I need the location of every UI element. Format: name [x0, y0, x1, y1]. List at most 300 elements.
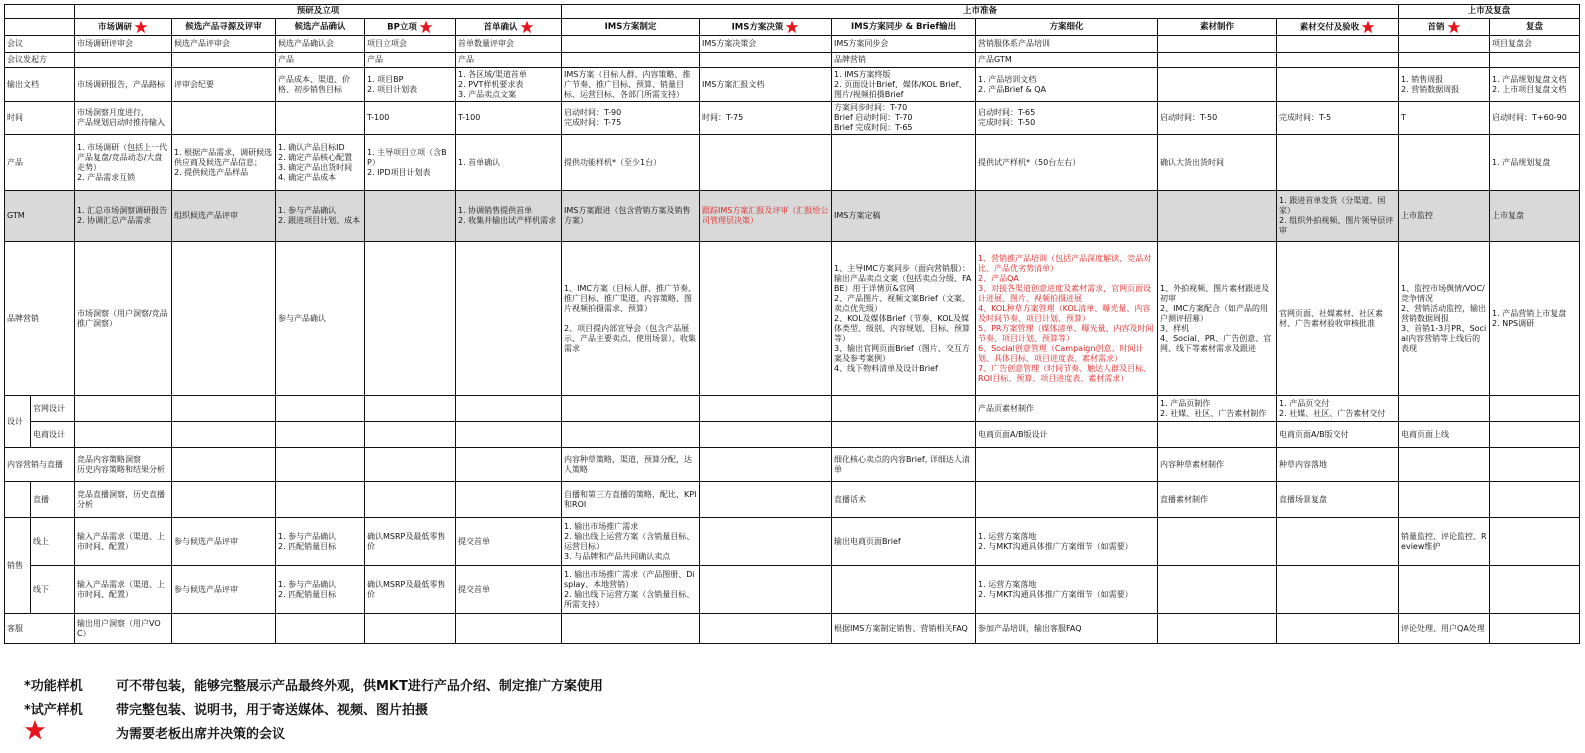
row-live: [5, 482, 1580, 518]
cell-text: 产品: [367, 55, 383, 64]
table-cell: [1399, 36, 1490, 53]
cell-text: 销量监控、评论监控、Review维护: [1401, 531, 1487, 551]
cell-text: 启动时间：T+60-90: [1492, 113, 1567, 122]
table-cell: [1399, 566, 1490, 614]
table-cell: [456, 396, 562, 422]
row-label: 会议发起方: [5, 53, 75, 68]
row-label: 官网设计: [31, 396, 75, 422]
table-cell: [562, 242, 700, 396]
table-cell: [1158, 396, 1277, 422]
table-cell: [562, 68, 700, 102]
cell-text: 电商页面A/B版交付: [1279, 429, 1349, 439]
table-cell: [1399, 448, 1490, 482]
table-cell: [365, 68, 456, 102]
cell-text: 1. 输出市场推广需求（产品图册、Display、本地营销） 2. 输出线下运营方案（含销量目标、所需支持）: [564, 569, 695, 609]
table-cell: [1399, 422, 1490, 448]
table-cell: [456, 614, 562, 644]
table-cell: [562, 448, 700, 482]
row-meeting: [5, 36, 1580, 53]
table-cell: [75, 191, 172, 242]
table-cell: [1490, 448, 1580, 482]
table-cell: [832, 68, 976, 102]
table-cell: [1277, 422, 1399, 448]
table-cell: [976, 102, 1158, 135]
cell-text: 1. 汇总市场洞察调研报告 2. 协调汇总产品需求: [77, 206, 168, 225]
table-cell: [172, 482, 276, 518]
table-cell: [700, 68, 832, 102]
blank-cell: [5, 482, 31, 518]
table-cell: [456, 242, 562, 396]
star-icon: [134, 20, 148, 34]
table-cell: [976, 36, 1158, 53]
table-cell: [276, 36, 365, 53]
stage-header: [1399, 19, 1490, 36]
table-cell: [365, 53, 456, 68]
cell-text: 1. 产品营销上市复盘 2. NPS调研: [1492, 308, 1567, 328]
stage-label: 素材交付及验收: [1299, 22, 1360, 33]
cell-text: 上市复盘: [1492, 211, 1525, 220]
cell-text: 1. 输出市场推广需求 2. 输出线上运营方案（含销量目标、运营目标） 3. 与品牌和产品共同确认卖点: [564, 521, 695, 561]
table-cell: [976, 53, 1158, 68]
cell-text: 参与产品确认: [278, 313, 326, 323]
table-cell: [562, 36, 700, 53]
stage-label: IMS方案制定: [604, 21, 657, 32]
table-cell: [75, 102, 172, 135]
star-icon: [1361, 20, 1375, 34]
table-cell: [562, 396, 700, 422]
cell-text: 组织候选产品评审: [174, 211, 238, 220]
table-cell: [1158, 448, 1277, 482]
cell-text: 细化核心卖点的内容Brief, 详细达人清单: [834, 454, 970, 474]
table-cell: [1490, 482, 1580, 518]
table-cell: [276, 422, 365, 448]
row-product: [5, 135, 1580, 191]
cell-text: 竞品内容策略洞察 历史内容策略和结果分析: [77, 454, 165, 474]
cell-text: 市场调研报告，产品路标: [77, 79, 165, 89]
cell-text: IMS方案汇报文档: [702, 79, 765, 89]
table-cell: [365, 191, 456, 242]
table-cell: [1490, 135, 1580, 191]
cell-text: 方案同步时间：T-70 Brief 启动时间：T-70 Brief 完成时间：T-65: [834, 103, 913, 132]
table-cell: [700, 482, 832, 518]
stage-header: [562, 19, 700, 36]
cell-text: 输出电商页面Brief: [834, 536, 901, 546]
table-cell: [276, 102, 365, 135]
cell-text: T-100: [458, 113, 481, 122]
table-cell: [832, 448, 976, 482]
cell-text: 1. 首单确认: [458, 157, 501, 167]
table-cell: [365, 448, 456, 482]
table-cell: [1490, 566, 1580, 614]
table-cell: [365, 518, 456, 566]
table-cell: [1158, 482, 1277, 518]
row-gtm: [5, 191, 1580, 242]
table-cell: [75, 396, 172, 422]
stage-label: IMS方案决策: [731, 22, 784, 33]
table-cell: [276, 242, 365, 396]
row-design-official: [5, 396, 1580, 422]
note-key: *功能样机: [24, 678, 83, 694]
cell-text: 评论处理、用户QA处理: [1401, 623, 1485, 633]
stage-label: 首单确认: [483, 22, 518, 33]
stage-header: [365, 19, 456, 36]
cell-text: 提交首单: [458, 536, 490, 546]
cell-text: 输出用户洞察（用户VOC）: [77, 618, 161, 638]
table-cell: [75, 518, 172, 566]
table-cell: [1490, 102, 1580, 135]
table-cell: [1158, 614, 1277, 644]
table-cell: [976, 448, 1158, 482]
cell-text: 候选产品评审会: [174, 39, 230, 48]
cell-text: 产品成本、渠道、价格、初步销售目标: [278, 74, 350, 94]
cell-text: 电商页面上线: [1401, 429, 1450, 439]
stage-header: [456, 19, 562, 36]
table-cell: [562, 102, 700, 135]
group-header: 上市准备: [562, 5, 1399, 19]
table-cell: [276, 191, 365, 242]
table-cell: [1490, 242, 1580, 396]
table-cell: [365, 566, 456, 614]
table-cell: [365, 102, 456, 135]
table-cell: [276, 482, 365, 518]
table-cell: [832, 53, 976, 68]
cell-text: IMS方案同步会: [834, 39, 889, 48]
note-trial-sample: [24, 696, 603, 720]
row-label: 会议: [5, 36, 75, 53]
cell-text: 确认大货出货时间: [1160, 157, 1225, 167]
table-cell: [562, 422, 700, 448]
star-icon: [419, 20, 433, 34]
table-cell: [456, 448, 562, 482]
cell-text: 启动时间：T-50: [1160, 113, 1218, 122]
cell-text: T-100: [367, 113, 390, 122]
cell-text: 1. 运营方案落地 2. 与MKT沟通具体推广方案细节（如需要）: [978, 531, 1133, 551]
row-content: [5, 448, 1580, 482]
footnotes: [24, 672, 603, 744]
table-cell: [456, 102, 562, 135]
table-cell: [1399, 518, 1490, 566]
cell-text: 产品: [278, 55, 294, 64]
star-icon: [520, 20, 534, 34]
note-text: 为需要老板出席并决策的会议: [116, 726, 286, 742]
cell-text: 参与候选产品评审: [174, 584, 238, 594]
cell-text: 根据IMS方案制定销售、营销相关FAQ: [834, 623, 968, 633]
cell-text: 品牌营销: [834, 55, 867, 64]
row-label: 时间: [5, 102, 75, 135]
cell-text: 1. 根据产品需求，调研候选供应商及候选产品信息； 2. 提供候选产品样品: [174, 147, 273, 177]
star-icon: [785, 20, 799, 34]
cell-text: 参加产品培训，输出客服FAQ: [978, 623, 1082, 633]
stage-header: [700, 19, 832, 36]
table-cell: [75, 135, 172, 191]
stage-label: 候选产品寻源及评审: [185, 21, 262, 32]
table-cell: [276, 68, 365, 102]
cell-text: 市场洞察月度进行， 产品规划启动时推待输入: [77, 108, 165, 127]
table-cell: [365, 242, 456, 396]
table-cell: [1399, 614, 1490, 644]
cell-text: 1. IMS方案终版 2. 页面设计Brief、媒体/KOL Brief、图片/视频拍摄Brief: [834, 69, 967, 99]
table-cell: [832, 135, 976, 191]
table-cell: [172, 135, 276, 191]
cell-text: 产品: [458, 55, 474, 64]
table-cell: [456, 191, 562, 242]
stage-label: 候选产品确认: [294, 21, 346, 32]
table-cell: [976, 68, 1158, 102]
table-cell: [456, 422, 562, 448]
row-time: [5, 102, 1580, 135]
cell-text: 1、主导IMC方案同步（面向营销服）：输出产品卖点文案（包括卖点分级、FABE）用于详情页&官网 2、产品图片、视频文案Brief（文案、卖点优先级） 2、KOL及媒体Brief（节奏、KOL及媒体类型、级别、内容规划、目标、预算等） 3、输出官网页面Brief（图片、交互方案及参考案例） 4、线下物料清单及设计Brief: [834, 263, 972, 373]
cell-text: 项目复盘会: [1492, 39, 1533, 48]
cell-text: 确认MSRP及最低零售价: [367, 579, 446, 599]
cell-text: 1. 运营方案落地 2. 与MKT沟通具体推广方案细节（如需要）: [978, 579, 1133, 599]
cell-text: 自播和第三方直播的策略，配比，KPI和ROI: [564, 489, 697, 509]
table-cell: [1399, 396, 1490, 422]
cell-text: 1. 销售周报 2. 营销数据周报: [1401, 74, 1460, 94]
row-label: 内容营销与直播: [5, 448, 75, 482]
cell-text: 1. 参与产品确认 2. 跟进项目计划、成本: [278, 206, 361, 225]
table-cell: [832, 482, 976, 518]
table-cell: [365, 36, 456, 53]
group-header: 预研及立项: [75, 5, 562, 19]
table-cell: [562, 191, 700, 242]
cell-text: 1. 产品页交付 2. 社媒、社区、广告素材交付: [1279, 398, 1386, 418]
cell-text: 内容种草策略，渠道，预算分配，达人策略: [564, 454, 693, 474]
cell-text: 市场调研评审会: [77, 39, 133, 48]
side-label-design: 设计: [5, 396, 31, 448]
table-cell: [976, 135, 1158, 191]
table-cell: [832, 614, 976, 644]
cell-text: 跟踪IMS方案汇报及评审（汇报给公司管理层决策）: [702, 206, 829, 225]
table-cell: [976, 396, 1158, 422]
table-cell: [172, 422, 276, 448]
cell-text: 首单数量评审会: [458, 39, 514, 48]
table-cell: [456, 135, 562, 191]
table-cell: [700, 614, 832, 644]
table-cell: [1277, 396, 1399, 422]
cell-text: 提交首单: [458, 584, 490, 594]
stage-header: [172, 19, 276, 36]
row-brand: [5, 242, 1580, 396]
cell-text: 1、营销推产品培训（包括产品深度解读、竞品对比、产品优劣势清单） 2、产品QA 3、对接各渠道创意进度及素材需求，官网页面设计进展、图片、视频拍摄进展 4、KOL种草方案管理（KOL清单、曝光量、内容及时间节奏、项目计划、预算） 5、PR方案管理（媒体清单、曝光量、内容及时间节奏、项目计划、预算等） 6、Social创意管理（Campaign创意、时间计划、具体目标、项目进度表、素材需求） 7、广告创意管理（时间节奏、触达人群及目标、ROI目标、预算、项目进度表、素材需求）: [978, 253, 1154, 383]
cell-text: 启动时间：T-65 完成时间：T-50: [978, 108, 1036, 127]
table-cell: [276, 53, 365, 68]
row-initiator: [5, 53, 1580, 68]
cell-text: 种草内容落地: [1279, 459, 1328, 469]
table-cell: [75, 448, 172, 482]
table-cell: [456, 482, 562, 518]
stage-label: BP立项: [387, 22, 417, 33]
row-offline: [5, 566, 1580, 614]
table-cell: [1490, 396, 1580, 422]
cell-text: 输入产品需求（渠道、上市时间、配置）: [77, 579, 165, 599]
table-cell: [172, 36, 276, 53]
table-cell: [365, 135, 456, 191]
table-cell: [172, 191, 276, 242]
stage-label: 方案细化: [1049, 21, 1084, 32]
star-icon: [1447, 20, 1461, 34]
table-cell: [1277, 36, 1399, 53]
table-cell: [1399, 53, 1490, 68]
cell-text: 1. 各区域/渠道首单 2. PVT样机要求表 3. 产品卖点文案: [458, 69, 527, 99]
table-cell: [976, 518, 1158, 566]
table-cell: [456, 518, 562, 566]
table-cell: [976, 242, 1158, 396]
table-cell: [976, 614, 1158, 644]
table-cell: [562, 518, 700, 566]
row-label: GTM: [5, 191, 75, 242]
table-cell: [172, 566, 276, 614]
table-cell: [1490, 191, 1580, 242]
table-cell: [1158, 422, 1277, 448]
cell-text: 候选产品确认会: [278, 39, 334, 48]
table-cell: [1277, 482, 1399, 518]
table-cell: [1490, 518, 1580, 566]
table-cell: [1158, 191, 1277, 242]
table-cell: [1490, 68, 1580, 102]
table-cell: [1158, 518, 1277, 566]
cell-text: 1. 主导项目立项（含BP） 2. IPD项目计划表: [367, 147, 447, 177]
stage-label: 首销: [1427, 22, 1445, 33]
table-cell: [700, 242, 832, 396]
table-cell: [1490, 36, 1580, 53]
process-table: [4, 4, 1580, 644]
table-cell: [1490, 422, 1580, 448]
table-cell: [172, 614, 276, 644]
cell-text: 营销服体系产品培训: [978, 39, 1051, 48]
cell-text: 启动时间：T-90 完成时间：T-75: [564, 108, 622, 127]
table-cell: [1158, 102, 1277, 135]
table-cell: [1399, 68, 1490, 102]
cell-text: 提供功能样机*（至少1台）: [564, 157, 662, 167]
table-cell: [456, 566, 562, 614]
note-key: *试产样机: [24, 702, 83, 718]
stage-header: [1158, 19, 1277, 36]
cell-text: 完成时间：T-5: [1279, 113, 1332, 122]
row-label: 直播: [31, 482, 75, 518]
cell-text: 确认MSRP及最低零售价: [367, 531, 446, 551]
table-cell: [1158, 68, 1277, 102]
table-cell: [365, 482, 456, 518]
table-cell: [1158, 53, 1277, 68]
table-cell: [1158, 135, 1277, 191]
row-label: 线下: [31, 566, 75, 614]
cell-text: 评审会纪要: [174, 79, 214, 89]
cell-text: 1. 协调销售提供首单 2. 收集并输出试产样机需求: [458, 206, 557, 225]
row-label: 输出文档: [5, 68, 75, 102]
table-cell: [172, 102, 276, 135]
table-cell: [75, 614, 172, 644]
table-cell: [832, 396, 976, 422]
table-cell: [1277, 191, 1399, 242]
cell-text: IMS方案（目标人群、内容策略、推广节奏、推广目标、预算、销量目标、运营目标、各部门所需支持）: [564, 69, 691, 99]
table-cell: [832, 518, 976, 566]
table-cell: [700, 191, 832, 242]
star-icon: [24, 719, 46, 741]
process-sheet: [4, 4, 1579, 644]
cell-text: 1. 产品规划复盘文档 2. 上市项目复盘文档: [1492, 74, 1567, 94]
table-cell: [276, 566, 365, 614]
table-cell: [832, 566, 976, 614]
side-label-sales: 销售: [5, 518, 31, 614]
stage-header: [832, 19, 976, 36]
table-cell: [1277, 68, 1399, 102]
cell-text: 1. 市场调研（包括上一代产品复盘/竞品动态/大盘走势） 2. 产品需求互锁: [77, 142, 168, 182]
table-cell: [1399, 191, 1490, 242]
table-cell: [700, 448, 832, 482]
row-online: [5, 518, 1580, 566]
table-cell: [75, 68, 172, 102]
table-cell: [276, 518, 365, 566]
row-label: 产品: [5, 135, 75, 191]
table-cell: [456, 36, 562, 53]
stage-header: [276, 19, 365, 36]
table-cell: [1277, 518, 1399, 566]
table-cell: [75, 242, 172, 396]
table-cell: [172, 68, 276, 102]
table-cell: [832, 191, 976, 242]
table-cell: [1490, 614, 1580, 644]
table-cell: [456, 68, 562, 102]
group-header: 上市及复盘: [1399, 5, 1580, 19]
table-cell: [700, 422, 832, 448]
row-label: 线上: [31, 518, 75, 566]
table-cell: [456, 53, 562, 68]
table-cell: [832, 36, 976, 53]
table-cell: [700, 396, 832, 422]
row-label: 品牌营销: [5, 242, 75, 396]
corner-cell: [5, 19, 75, 36]
table-cell: [832, 242, 976, 396]
note-star-legend: [24, 720, 603, 744]
note-text: 带完整包装、说明书，用于寄送媒体、视频、图片拍摄: [116, 702, 429, 718]
stage-label: 素材制作: [1200, 21, 1235, 32]
cell-text: 官网页面、社媒素材、社区素材、广告素材验收审核批准: [1279, 308, 1384, 328]
row-design-ecom: [5, 422, 1580, 448]
stage-label: IMS方案同步 & Brief输出: [850, 21, 957, 32]
cell-text: 时间：T-75: [702, 113, 744, 122]
stage-header: [75, 19, 172, 36]
cell-text: 产品GTM: [978, 55, 1012, 64]
table-cell: [700, 518, 832, 566]
cell-text: 提供试产样机*（50台左右）: [978, 157, 1081, 167]
note-text: 可不带包装，能够完整展示产品最终外观，供MKT进行产品介绍、制定推广方案使用: [116, 678, 603, 694]
table-cell: [75, 422, 172, 448]
cell-text: 参与候选产品评审: [174, 536, 238, 546]
table-cell: [1399, 242, 1490, 396]
table-cell: [276, 135, 365, 191]
table-cell: [976, 191, 1158, 242]
cell-text: 上市监控: [1401, 211, 1434, 220]
table-cell: [276, 396, 365, 422]
table-cell: [1277, 566, 1399, 614]
cell-text: 直播话术: [834, 494, 867, 504]
table-cell: [562, 566, 700, 614]
table-cell: [562, 482, 700, 518]
cell-text: 1、IMC方案（目标人群、推广节奏、推广目标、推广渠道、内容策略、图片视频拍摄需求、预算） 2、项目提内部宣导会（包含产品展示、产品主要卖点、使用场景），收集需求: [564, 283, 697, 353]
note-function-sample: [24, 672, 603, 696]
cell-text: 1. 产品规划复盘: [1492, 157, 1551, 167]
cell-text: 输入产品需求（渠道、上市时间、配置）: [77, 531, 165, 551]
table-cell: [700, 566, 832, 614]
table-cell: [700, 36, 832, 53]
row-cs: [5, 614, 1580, 644]
table-cell: [75, 566, 172, 614]
cell-text: IMS方案定稿: [834, 211, 881, 220]
table-cell: [1399, 482, 1490, 518]
cell-text: 1. 产品培训文档 2. 产品Brief & QA: [978, 74, 1047, 94]
cell-text: IMS方案决策会: [702, 39, 757, 48]
cell-text: 1. 项目BP 2. 项目计划表: [367, 74, 418, 94]
